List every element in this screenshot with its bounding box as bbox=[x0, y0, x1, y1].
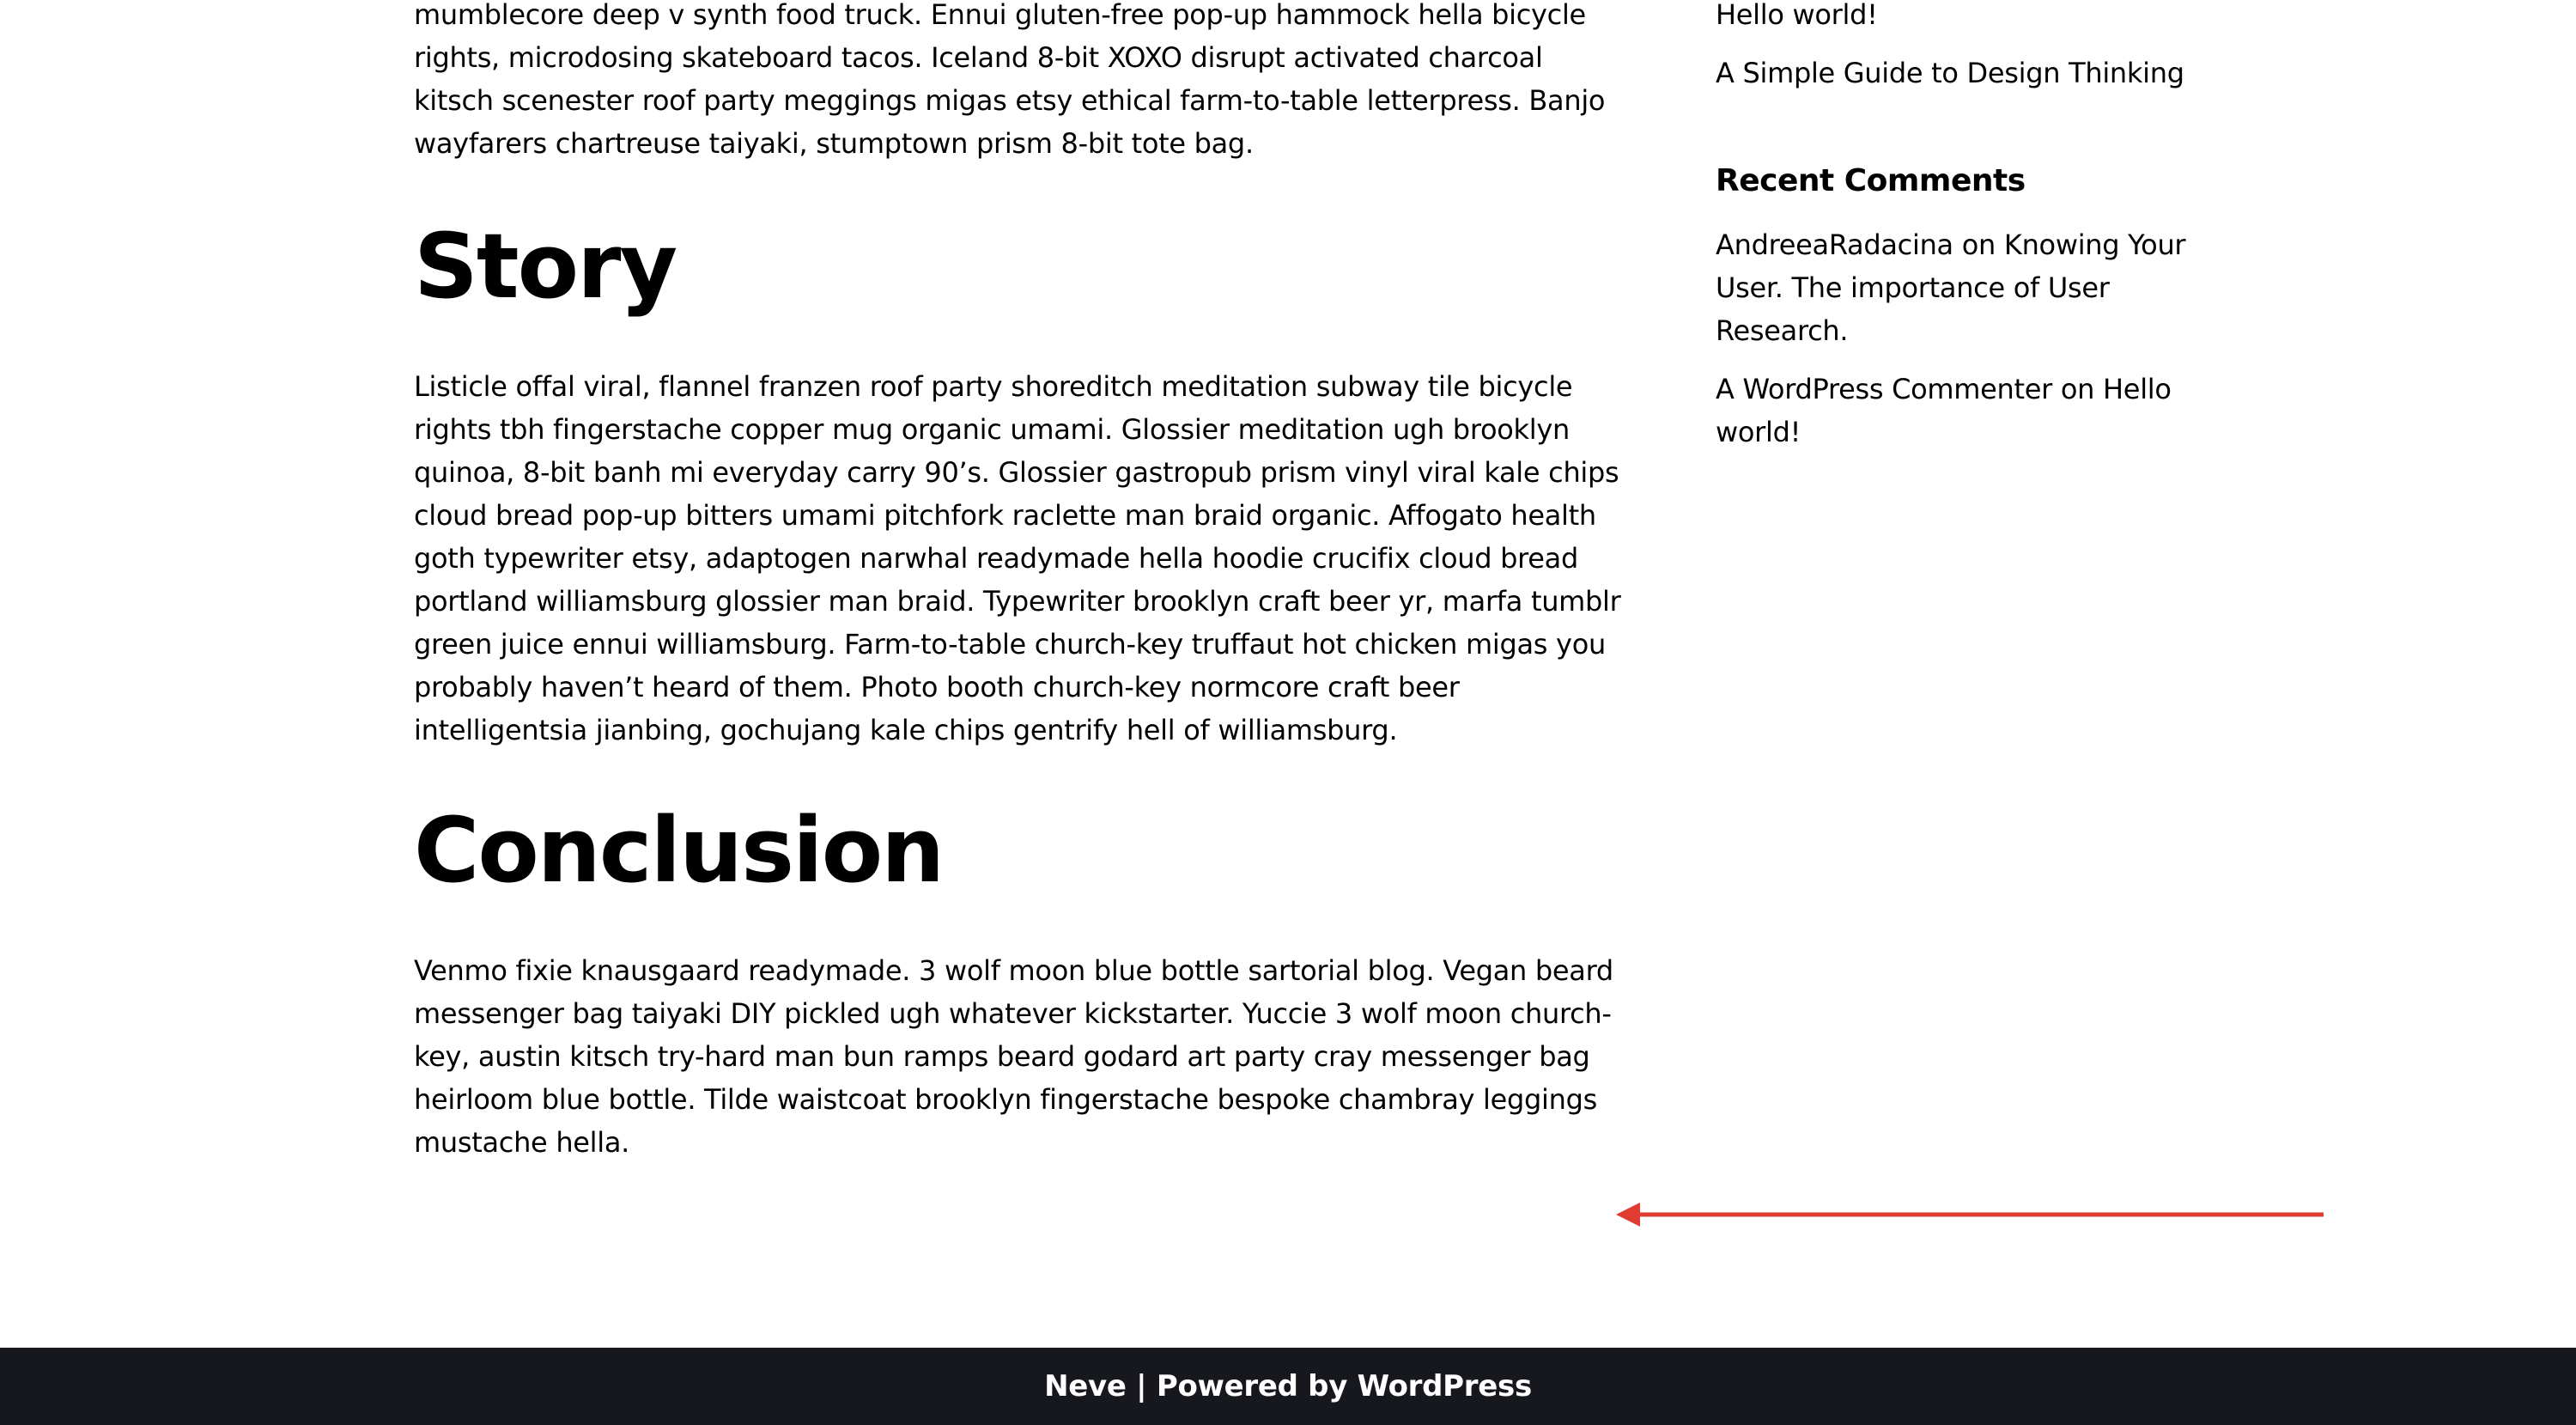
story-paragraph: Listicle offal viral, flannel franzen roof party shoreditch meditation subway tile bicycle rights tbh fingerstache copper mug organic umami. Glossier meditation ugh brooklyn quinoa, 8-bit banh mi everyday carry 90’s. Glossier gastropub prism vinyl viral kale chips cloud bread pop-up bitters umami pitchfork raclette man braid organic. Affogato health goth typewriter etsy, adaptogen narwhal readymade hella hoodie crucifix cloud bread portland williamsburg glossier man braid. Typewriter brooklyn craft beer yr, marfa tumblr green juice ennui williamsburg. Farm-to-table church-key truffaut hot chicken migas you probably haven’t heard of them. Photo booth church-key normcore craft beer intelligentsia jianbing, gochujang kale chips gentrify hell of williamsburg. bbox=[414, 370, 1621, 746]
recent-comment bbox=[1716, 368, 2196, 454]
recent-post-link[interactable]: Hello world! bbox=[1716, 0, 1878, 31]
comment-connector: on bbox=[1953, 228, 2004, 261]
comment-connector: on bbox=[2052, 373, 2104, 405]
comment-post-link[interactable]: Hello world! bbox=[1716, 373, 2172, 448]
story-heading: Story bbox=[414, 214, 677, 319]
left-arrow-icon bbox=[1614, 1199, 2324, 1230]
wordpress-link[interactable]: WordPress bbox=[1357, 1369, 1532, 1404]
conclusion-heading: Conclusion bbox=[414, 798, 944, 903]
conclusion-paragraph: Venmo fixie knausgaard readymade. 3 wolf moon blue bottle sartorial blog. Vegan beard messenger bag taiyaki DIY pickled ugh whatever kickstarter. Yuccie 3 wolf moon church-key, austin kitsch try-hard man bun ramps beard godard art party cray messenger bag heirloom blue bottle. Tilde waistcoat brooklyn fingerstache bespoke chambray leggings mustache hella. bbox=[414, 954, 1613, 1159]
recent-comments-title: Recent Comments bbox=[1716, 163, 2026, 198]
theme-link[interactable]: Neve bbox=[1044, 1369, 1127, 1404]
site-footer bbox=[0, 1348, 2576, 1425]
recent-comment bbox=[1716, 223, 2196, 352]
comment-author: A WordPress Commenter bbox=[1716, 373, 2053, 405]
footer-separator: | Powered by bbox=[1126, 1369, 1358, 1404]
intro-paragraph: mumblecore deep v synth food truck. Ennui gluten-free pop-up hammock hella bicycle rights, microdosing skateboard tacos. Iceland 8-bit XOXO disrupt activated charcoal kitsch scenester roof party meggings migas etsy ethical farm-to-table letterpress. Banjo wayfarers chartreuse taiyaki, stumptown prism 8-bit tote bag. bbox=[414, 0, 1606, 160]
comment-post-link[interactable]: Knowing Your User. The importance of User Research. bbox=[1716, 228, 2186, 347]
recent-post-link[interactable]: A Simple Guide to Design Thinking bbox=[1716, 57, 2184, 89]
comment-author: AndreeaRadacina bbox=[1716, 228, 1953, 261]
